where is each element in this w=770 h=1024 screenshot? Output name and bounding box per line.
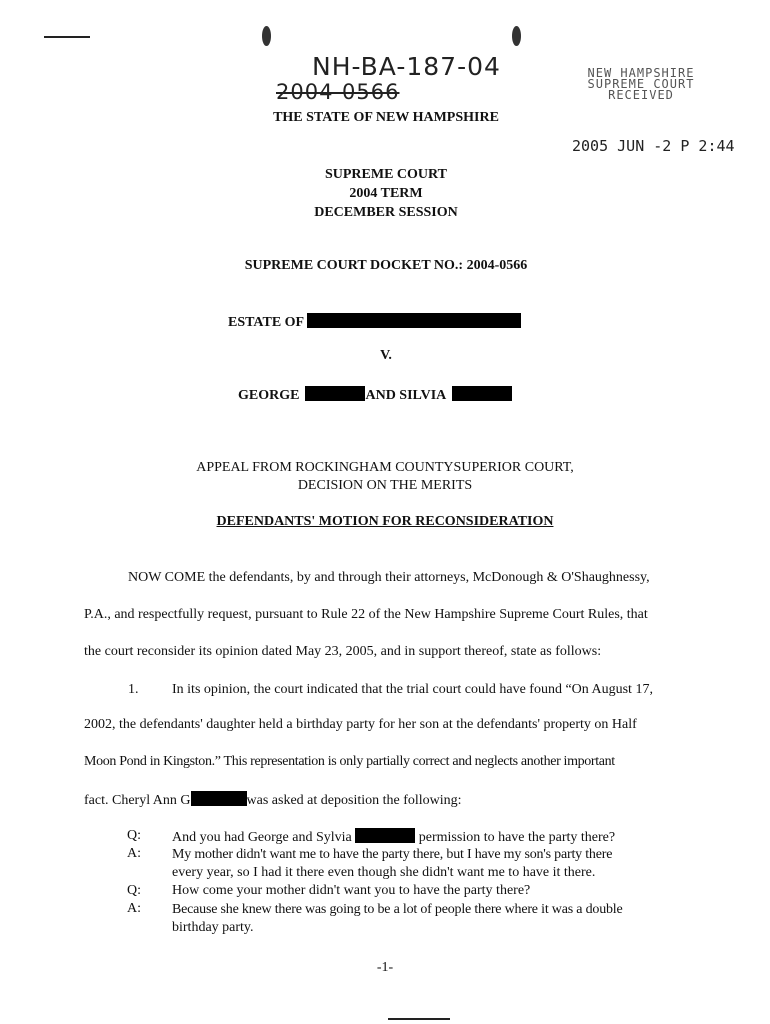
paragraph-2-line-4-end: was asked at deposition the following: [246,793,462,808]
qa-label: Q: [127,828,141,843]
bottom-rule [388,1018,450,1020]
stamp-date: 2005 JUN -2 P 2:44 [572,137,735,155]
paragraph-2-line-4-start: fact. Cheryl Ann G [84,793,191,808]
appeal-line-2: DECISION ON THE MERITS [297,478,473,493]
received-stamp [576,68,706,101]
versus-label: V. [380,348,392,363]
stamp-line-2: SUPREME COURT [587,77,695,91]
qa-label: A: [127,901,141,916]
qa-text [172,846,692,882]
qa-text [172,883,692,899]
defendants-line [238,386,512,404]
qa-line: How come your mother didn't want you to have the party there? [172,883,531,898]
handwritten-docket-note: NH-BA-187-04 [312,52,501,81]
and-silvia-label: AND SILVIA [365,388,447,403]
estate-of-label: ESTATE OF [228,315,304,330]
page-number: -1- [376,960,394,975]
paragraph-1-line-2: P.A., and respectfully request, pursuant to Rule 22 of the New Hampshire Supreme Court Rules, that [84,607,648,622]
motion-title: DEFENDANTS' MOTION FOR RECONSIDERATION [216,514,554,529]
top-left-rule [44,36,90,38]
court-heading [180,165,592,222]
handwritten-struck-number: 2004-0566 [276,80,400,104]
qa-text [172,828,692,846]
paragraph-1-line-1: NOW COME the defendants, by and through their attorneys, McDonough & O'Shaughnessy, [128,570,650,585]
george-label: GEORGE [238,388,300,403]
redaction-bar [307,313,521,328]
qa-line: permission to have the party there? [418,830,616,845]
stamp-line-1: NEW HAMPSHIRE [587,66,695,80]
court-term: 2004 TERM [349,186,423,201]
qa-line: birthday party. [172,920,254,935]
docket-number: SUPREME COURT DOCKET NO.: 2004-0566 [244,258,528,273]
paragraph-1-line-3: the court reconsider its opinion dated May 23, 2005, and in support thereof, state as follows: [84,644,602,659]
state-heading: THE STATE OF NEW HAMPSHIRE [273,110,499,125]
redaction-bar [452,386,512,401]
qa-line: Because she knew there was going to be a lot of people there where it was a double [172,902,623,917]
qa-line: And you had George and Sylvia [172,830,352,845]
paragraph-2-line-2: 2002, the defendants' daughter held a birthday party for her son at the defendants' property on Half [84,717,637,732]
appeal-line-1: APPEAL FROM ROCKINGHAM COUNTYSUPERIOR COURT, [196,460,574,475]
hole-punch-mark-right [512,26,521,46]
paragraph-2-line-3: Moon Pond in Kingston.” This representation is only partially correct and neglects another important [84,754,615,769]
paragraph-2-line-1: In its opinion, the court indicated that the trial court could have found “On August 17, [172,682,653,697]
qa-line: My mother didn't want me to have the party there, but I have my son's party there [172,847,613,862]
hole-punch-mark-left [262,26,271,46]
estate-line [228,313,521,331]
appeal-heading [150,459,620,495]
court-name: SUPREME COURT [324,167,447,182]
paragraph-2-number: 1. [128,682,139,697]
court-session: DECEMBER SESSION [314,205,458,220]
redaction-bar [355,828,415,843]
qa-line: every year, so I had it there even though she didn't want me to have it there. [172,865,596,880]
stamp-line-3: RECEIVED [608,88,674,102]
redaction-bar [305,386,365,401]
qa-text [172,901,692,937]
paragraph-2-line-4 [84,791,462,809]
redaction-bar [191,791,247,806]
qa-label: Q: [127,883,141,898]
qa-label: A: [127,846,141,861]
